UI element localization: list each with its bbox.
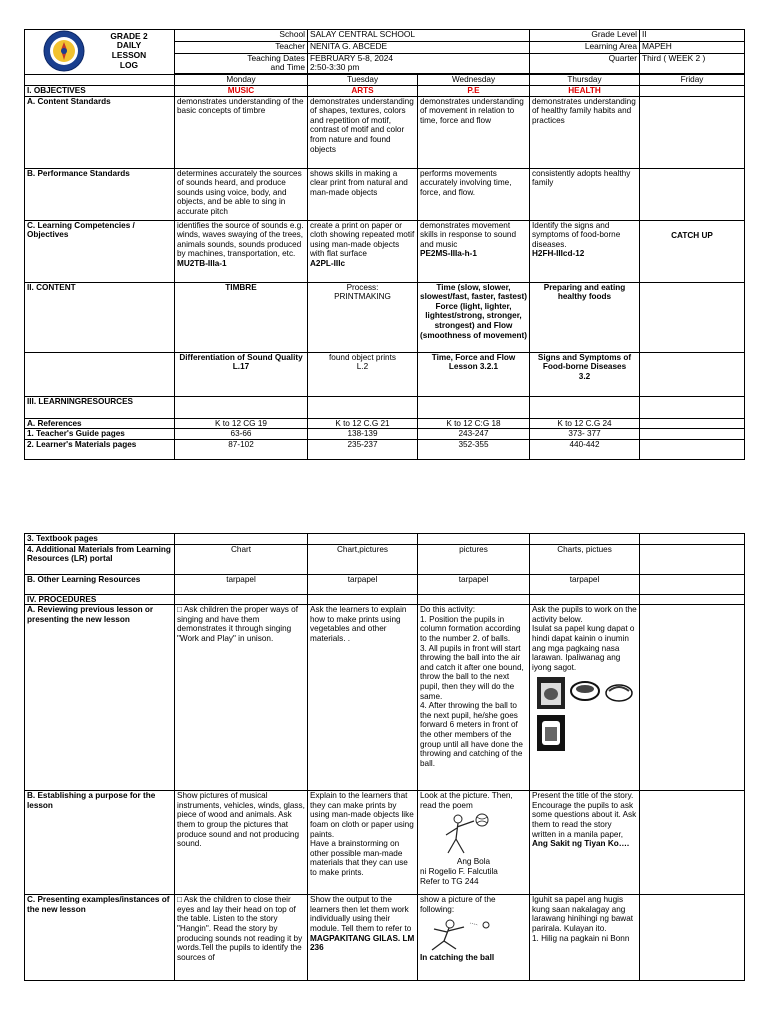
additional-materials-label: 4. Additional Materials from Learning Resources (LR) portal: [25, 544, 175, 574]
teacher-label: Teacher: [175, 42, 308, 54]
resources-thursday: [530, 396, 640, 418]
competencies-tuesday-code: A2PL-IIIc: [310, 258, 346, 268]
textbook-monday: [175, 534, 308, 545]
competencies-tuesday: [308, 220, 418, 282]
lm-wednesday: 352-355: [418, 439, 530, 459]
performance-standards-tuesday: shows skills in making a clear print from natural and man-made objects: [308, 168, 418, 220]
competencies-thursday-code: H2FH-IIIcd-12: [532, 249, 585, 259]
food-pictures-image: [535, 675, 635, 753]
content-sub-friday: [640, 352, 745, 396]
tg-wednesday: 243-247: [418, 429, 530, 440]
competencies-monday: [175, 220, 308, 282]
textbook-friday: [640, 534, 745, 545]
poem-ref: Refer to TG 244: [420, 876, 479, 886]
story-title: Ang Sakit ng Tiyan Ko….: [532, 839, 630, 849]
competencies-label: C. Learning Competencies / Objectives: [25, 220, 175, 282]
textbook-thursday: [530, 534, 640, 545]
poem-title: Ang Bola: [456, 857, 491, 867]
additional-monday: Chart: [175, 544, 308, 574]
content-label: II. CONTENT: [25, 282, 175, 352]
presenting-friday: [640, 895, 745, 981]
friday-objectives-cell: [640, 86, 745, 97]
content-monday: TIMBRE: [175, 282, 308, 352]
school-value: SALAY CENTRAL SCHOOL: [308, 30, 530, 42]
tg-thursday: 373- 377: [530, 429, 640, 440]
performance-standards-thursday: consistently adopts healthy family: [530, 168, 640, 220]
day-header-wednesday: Wednesday: [418, 75, 530, 86]
presenting-wednesday-text: show a picture of the following:: [420, 895, 496, 914]
review-friday: [640, 605, 745, 791]
content-sub-label: [25, 352, 175, 396]
learning-resources-label: III. LEARNINGRESOURCES: [25, 396, 175, 418]
references-wednesday: K to 12 C:G 18: [418, 418, 530, 429]
purpose-label: B. Establishing a purpose for the lesson: [25, 791, 175, 895]
lm-thursday: 440-442: [530, 439, 640, 459]
objectives-label: I. OBJECTIVES: [25, 86, 175, 97]
header-logo-cell: [25, 30, 175, 75]
lm-tuesday: 235-237: [308, 439, 418, 459]
other-resources-tuesday: tarpapel: [308, 574, 418, 594]
content-sub-wednesday: Time, Force and Flow Lesson 3.2.1: [418, 352, 530, 396]
learning-area-label: Learning Area: [530, 42, 640, 54]
content-tuesday: Process: PRINTMAKING: [308, 282, 418, 352]
additional-thursday: Charts, pictues: [530, 544, 640, 574]
tg-friday: [640, 429, 745, 440]
procedures-wednesday: [418, 594, 530, 605]
review-wednesday: Do this activity: 1. Position the pupils in column formation according to the number 2. of balls. 3. All pupils in front will start throwing the ball into the air and catch it after one bound, throw the ball to the next pupil, then they will do the same. 4. After throwing the ball to the next pupil, he/she goes forward 6 meters in front of the other members of the group until all have done the throwing and catching of the ball.: [418, 605, 530, 791]
tg-tuesday: 138-139: [308, 429, 418, 440]
school-label: School: [175, 30, 308, 42]
purpose-tuesday: Explain to the learners that they can make prints by using man-made objects like foam on cloth or paper using paints. Have a brainstorming on other possible man-made materials that they can use to make prints.: [308, 791, 418, 895]
content-wednesday: Time (slow, slower, slowest/fast, faster, fastest) Force (light, lighter, lightest/strong, stronger, strongest) and Flow (smoothness of movement): [418, 282, 530, 352]
content-sub-monday: Differentiation of Sound Quality L.17: [175, 352, 308, 396]
performance-standards-monday: determines accurately the sources of sounds heard, and produce sounds using voice, body, and objects, and be able to sing in accurate pitch: [175, 168, 308, 220]
lm-monday: 87-102: [175, 439, 308, 459]
review-thursday: [530, 605, 640, 791]
procedures-tuesday: [308, 594, 418, 605]
content-sub-tuesday: found object prints L.2: [308, 352, 418, 396]
content-sub-thursday: Signs and Symptoms of Food-borne Diseases 3.2: [530, 352, 640, 396]
learning-area-value: MAPEH: [640, 42, 745, 54]
teachers-guide-label: 1. Teacher's Guide pages: [25, 429, 175, 440]
lesson-log-table-top: [24, 29, 745, 460]
purpose-thursday: [530, 791, 640, 895]
additional-friday: [640, 544, 745, 574]
references-monday: K to 12 CG 19: [175, 418, 308, 429]
content-standards-tuesday: demonstrates understanding of shapes, textures, colors and repetition of motif, contrast of motif and color from nature and found objects: [308, 96, 418, 168]
presenting-tuesday: [308, 895, 418, 981]
other-resources-monday: tarpapel: [175, 574, 308, 594]
procedures-friday: [640, 594, 745, 605]
content-standards-friday: [640, 96, 745, 168]
catch-caption: In catching the ball: [420, 953, 495, 963]
review-tuesday: Ask the learners to explain how to make prints using vegetables and other materials. .: [308, 605, 418, 791]
purpose-friday: [640, 791, 745, 895]
presenting-thursday: Iguhit sa papel ang hugis kung saan nakalagay ang larawang hinihingi ng bawat parirala. Kulayan ito. 1. Hilig na pagkain ni Bonn: [530, 895, 640, 981]
header-title: GRADE 2 DAILY LESSON LOG: [110, 30, 148, 70]
additional-wednesday: pictures: [418, 544, 530, 574]
presenting-label: C. Presenting examples/instances of the new lesson: [25, 895, 175, 981]
other-resources-label: B. Other Learning Resources: [25, 574, 175, 594]
subject-arts: ARTS: [308, 86, 418, 97]
tg-monday: 63-66: [175, 429, 308, 440]
resources-friday: [640, 396, 745, 418]
purpose-thursday-text: Present the title of the story. Encourage the pupils to ask some questions about it. Ask them to read the story written in a manila paper,: [532, 791, 637, 839]
competencies-tuesday-text: create a print on paper or cloth showing repeated motif using man-made objects with flat surface: [310, 220, 415, 259]
lesson-log-table-bottom: [24, 533, 745, 981]
day-header-monday: Monday: [175, 75, 308, 86]
competencies-friday: CATCH UP: [640, 220, 745, 282]
performance-standards-wednesday: performs movements accurately involving time, force, and flow.: [418, 168, 530, 220]
review-label: A. Reviewing previous lesson or presenting the new lesson: [25, 605, 175, 791]
presenting-wednesday: [418, 895, 530, 981]
teaching-dates-label: Teaching Dates and Time: [175, 54, 308, 74]
review-thursday-text: Ask the pupils to work on the activity below. Isulat sa papel kung dapat o hindi dapat kainin o inumin ang mga pagkaing nasa larawan. Ipaliwanag ang iyong sagot.: [532, 605, 637, 672]
content-standards-wednesday: demonstrates understanding of movement in relation to time, force and flow: [418, 96, 530, 168]
content-thursday: Preparing and eating healthy foods: [530, 282, 640, 352]
quarter-value: Third ( WEEK 2 ): [640, 54, 745, 74]
content-standards-label: A. Content Standards: [25, 96, 175, 168]
procedures-label: IV. PROCEDURES: [25, 594, 175, 605]
competencies-wednesday: [418, 220, 530, 282]
learners-materials-label: 2. Learner's Materials pages: [25, 439, 175, 459]
performance-standards-friday: [640, 168, 745, 220]
other-resources-wednesday: tarpapel: [418, 574, 530, 594]
presenting-monday: □ Ask the children to close their eyes and lay their head on top of the table. Listen to the story "Hangin". Read the story by producing sounds not reading it by words.Tell the pupils to identify the sources of: [175, 895, 308, 981]
poem-author: ni Rogelio F. Falcutila: [420, 866, 498, 876]
procedures-thursday: [530, 594, 640, 605]
teaching-dates-value: FEBRUARY 5-8, 2024 2:50-3:30 pm: [308, 54, 530, 74]
day-header-thursday: Thursday: [530, 75, 640, 86]
textbook-tuesday: [308, 534, 418, 545]
resources-monday: [175, 396, 308, 418]
competencies-thursday-text: Identify the signs and symptoms of food-borne diseases.: [532, 220, 621, 249]
resources-wednesday: [418, 396, 530, 418]
day-header-blank: [25, 75, 175, 86]
purpose-wednesday: [418, 791, 530, 895]
day-header-tuesday: Tuesday: [308, 75, 418, 86]
competencies-wednesday-text: demonstrates movement skills in response to sound and music: [420, 220, 517, 249]
competencies-monday-text: identifies the source of sounds e.g. winds, waves swaying of the trees, animals sounds, sounds produced by machines, transportation, etc.: [177, 220, 304, 259]
boy-with-ball-image: [428, 813, 498, 857]
teacher-value: NENITA G. ABCEDE: [308, 42, 530, 54]
purpose-wednesday-text: Look at the picture. Then, read the poem: [420, 791, 513, 810]
resources-tuesday: [308, 396, 418, 418]
competencies-thursday: [530, 220, 640, 282]
competencies-wednesday-code: PE2MS-IIIa-h-1: [420, 249, 477, 259]
review-monday: □ Ask children the proper ways of singing and have them demonstrates it through singing "Work and Play" in unison.: [175, 605, 308, 791]
lm-friday: [640, 439, 745, 459]
grade-level-value: II: [640, 30, 745, 42]
purpose-monday: Show pictures of musical instruments, vehicles, winds, glass, piece of wood and animals. Ask them to group the pictures that produce sound and not producing sound.: [175, 791, 308, 895]
day-header-friday: Friday: [640, 75, 745, 86]
other-resources-friday: [640, 574, 745, 594]
references-thursday: K to 12 C.G 24: [530, 418, 640, 429]
presenting-tuesday-text: Show the output to the learners then let them work individually using their module. Tell them to refer to: [310, 895, 412, 933]
module-ref: MAGPAKITANG GILAS. LM 236: [310, 933, 415, 953]
procedures-monday: [175, 594, 308, 605]
textbook-wednesday: [418, 534, 530, 545]
quarter-label: Quarter: [530, 54, 640, 74]
content-standards-monday: demonstrates understanding of the basic concepts of timbre: [175, 96, 308, 168]
additional-tuesday: Chart,pictures: [308, 544, 418, 574]
references-label: A. References: [25, 418, 175, 429]
references-friday: [640, 418, 745, 429]
catching-ball-image: [420, 917, 504, 953]
subject-health: HEALTH: [530, 86, 640, 97]
performance-standards-label: B. Performance Standards: [25, 168, 175, 220]
textbook-label: 3. Textbook pages: [25, 534, 175, 545]
grade-level-label: Grade Level: [530, 30, 640, 42]
deped-seal-icon: [43, 30, 85, 72]
content-standards-thursday: demonstrates understanding of healthy family habits and practices: [530, 96, 640, 168]
subject-pe: P.E: [418, 86, 530, 97]
content-friday: [640, 282, 745, 352]
references-tuesday: K to 12 C.G 21: [308, 418, 418, 429]
subject-music: MUSIC: [175, 86, 308, 97]
other-resources-thursday: tarpapel: [530, 574, 640, 594]
competencies-monday-code: MU2TB-IIIa-1: [177, 258, 227, 268]
